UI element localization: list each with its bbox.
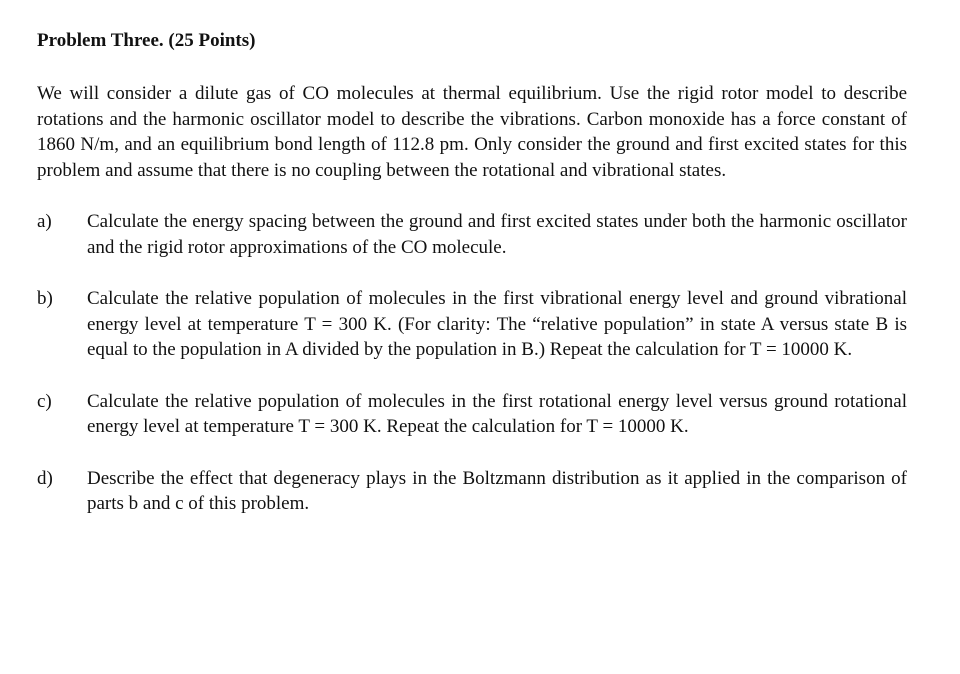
problem-intro: We will consider a dilute gas of CO molecules at thermal equilibrium. Use the rigid rotor model to describe rotations and the harmonic oscillator model to describe the vibrations. Carbon monoxide has a force constant of 1860 N/m, and an equilibrium bond length of 112.8 pm. Only consider the ground and first excited states for this problem and assume that there is no coupling between the rotational and vibrational states. — [37, 83, 907, 181]
part-b — [37, 286, 907, 363]
part-a — [37, 209, 907, 260]
problem-document — [37, 28, 907, 517]
part-label: b) — [37, 288, 53, 309]
part-text: Calculate the energy spacing between the ground and first excited states under both the harmonic oscillator and the rigid rotor approximations of the CO molecule. — [87, 211, 907, 258]
part-d — [37, 466, 907, 517]
part-label: a) — [37, 211, 52, 232]
problem-parts-list — [37, 209, 907, 517]
part-label: d) — [37, 467, 53, 489]
problem-title: Problem Three. (25 Points) — [37, 30, 256, 51]
part-text: Calculate the relative population of molecules in the first rotational energy level versus ground rotational energy level at temperature T = 300 K. Repeat the calculation for T = 10000 K. — [87, 390, 907, 437]
part-text: Describe the effect that degeneracy plays in the Boltzmann distribution as it applied in the comparison of parts b and c of this problem. — [87, 467, 907, 514]
part-label: c) — [37, 390, 52, 412]
part-c — [37, 389, 907, 440]
part-text: Calculate the relative population of molecules in the first vibrational energy level and ground vibrational energy level at temperature T = 300 K. (For clarity: The “relative population” in state A versus state B is equal to the population in A divided by the population in B.) Repeat the calculation for T = 10000 K. — [87, 288, 907, 360]
